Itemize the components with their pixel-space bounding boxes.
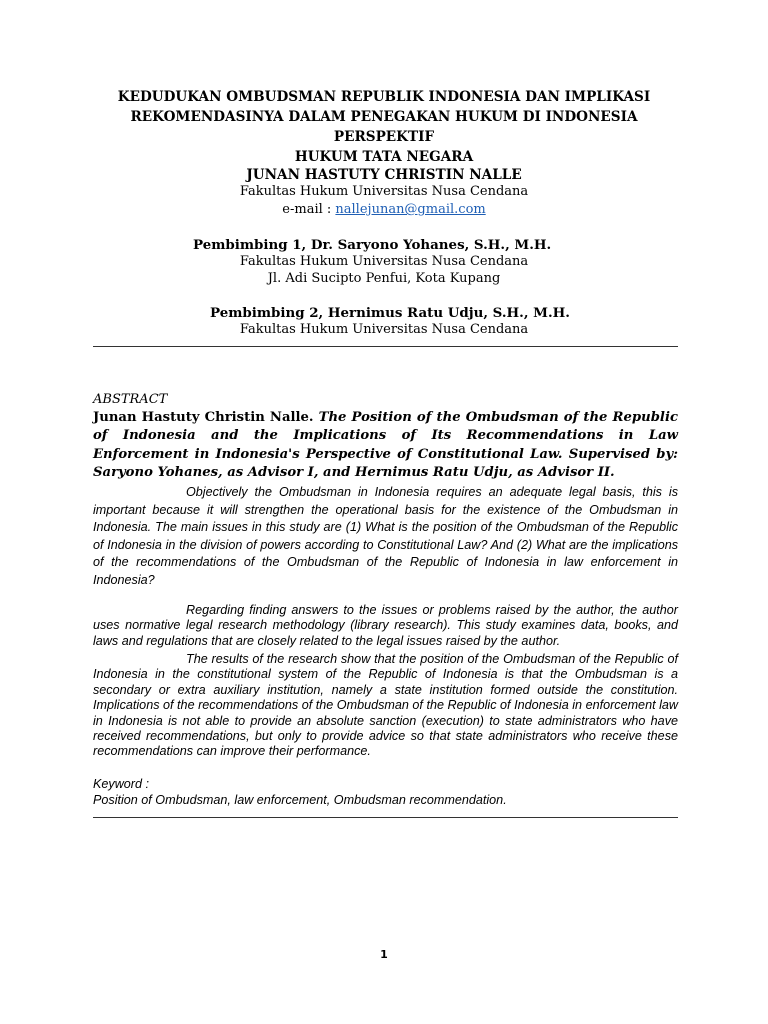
- advisor-2-label: Pembimbing 2, Hernimus Ratu Udju, S.H., M.H.: [210, 305, 570, 321]
- abstract-heading: ABSTRACT: [93, 392, 168, 407]
- abstract-paragraph-1: Objectively the Ombudsman in Indonesia requires an adequate legal basis, this is important because it will strengthen the operational basis for the existence of the Ombudsman in Indonesia. The main issues in this study are (1) What is the position of the Ombudsman of the Republic of Indonesia in the division of powers according to Constitutional Law? And (2) What are the implications of the recommendations of the Ombudsman of the Republic of Indonesia in law enforcement in Indonesia?: [93, 485, 678, 587]
- abstract-paragraph-2: Regarding finding answers to the issues or problems raised by the author, the author uses normative legal research methodology (library research). This study examines data, books, and laws and regulations that are closely related to the legal issues raised by the author.: [93, 603, 678, 648]
- abstract-citation: [93, 409, 678, 483]
- paper-title: [90, 87, 678, 167]
- citation-title: The Position of the Ombudsman of the Republic of Indonesia and the Implications of Its Recommendations in Law Enforcement in Indonesia's Perspective of Constitutional Law. Supervised by: Saryono Yohanes, as Advisor I, and Hernimus Ratu Udju, as Advisor II.: [93, 410, 678, 481]
- keyword-label: Keyword :: [93, 777, 149, 791]
- abstract-divider: [93, 817, 678, 818]
- header-divider: [93, 346, 678, 347]
- title-line-1: KEDUDUKAN OMBUDSMAN REPUBLIK INDONESIA DAN IMPLIKASI: [117, 89, 651, 105]
- title-line-3: HUKUM TATA NEGARA: [294, 149, 474, 165]
- keyword-list: Position of Ombudsman, law enforcement, Ombudsman recommendation.: [93, 793, 507, 807]
- author-email-line: [90, 201, 678, 219]
- advisor-2-affiliation: Fakultas Hukum Universitas Nusa Cendana: [239, 322, 529, 337]
- advisor-1-address: Jl. Adi Sucipto Penfui, Kota Kupang: [267, 271, 501, 286]
- page-number: 1: [380, 948, 388, 961]
- abstract-paragraph-3: The results of the research show that the position of the Ombudsman of the Republic of Indonesia in the constitutional system of the Republic of Indonesia is that the Ombudsman is a secondary or extra auxiliary institution, namely a state institution formed outside the constitution. Implications of the recommendations of the Ombudsman of the Republic of Indonesia in enforcement law in Indonesia is not able to provide an absolute sanction (execution) to state administrators who have received recommendations, but only to provide advice so that state administrators who receive these recommendations can improve their performance.: [93, 652, 678, 759]
- author-name: JUNAN HASTUTY CHRISTIN NALLE: [246, 167, 522, 183]
- email-link[interactable]: nallejunan@gmail.com: [335, 202, 486, 217]
- email-prefix: e-mail :: [282, 202, 336, 217]
- title-line-2: REKOMENDASINYA DALAM PENEGAKAN HUKUM DI INDONESIA PERSPEKTIF: [130, 109, 638, 145]
- citation-author: Junan Hastuty Christin Nalle.: [93, 410, 314, 425]
- advisor-1-label: Pembimbing 1, Dr. Saryono Yohanes, S.H., M.H.: [193, 237, 552, 253]
- advisor-1-affiliation: Fakultas Hukum Universitas Nusa Cendana: [239, 254, 529, 269]
- author-affiliation: Fakultas Hukum Universitas Nusa Cendana: [239, 184, 529, 199]
